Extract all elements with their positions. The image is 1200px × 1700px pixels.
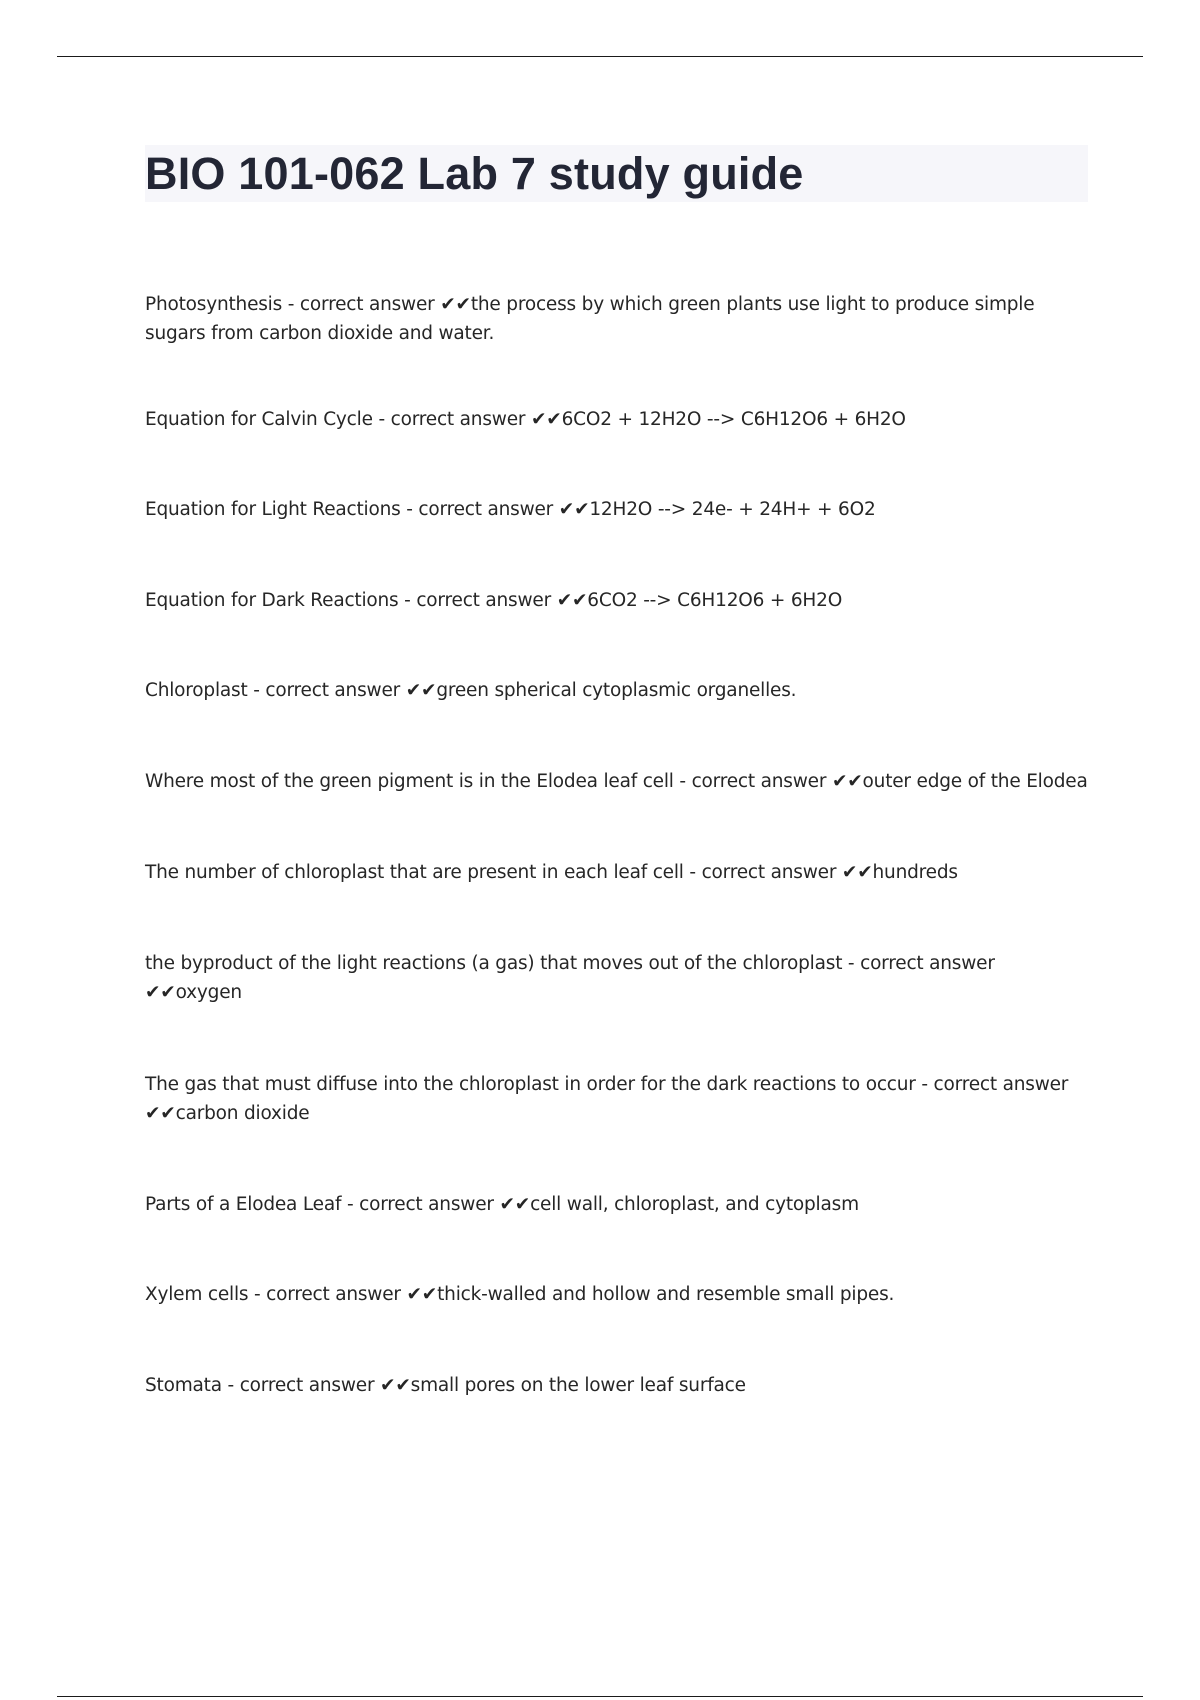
- qa-item-stomata: [145, 1371, 1095, 1400]
- qa-item-text: Equation for Calvin Cycle - correct answer ✔✔6CO2 + 12H2O --> C6H12O6 + 6H2O: [145, 409, 906, 430]
- qa-item-text: the byproduct of the light reactions (a gas) that moves out of the chloroplast - correct answer ✔✔oxygen: [145, 953, 1001, 1003]
- qa-item-photosynthesis: [145, 290, 1095, 348]
- qa-item-xylem: [145, 1280, 1095, 1309]
- qa-item-text: Photosynthesis - correct answer ✔✔the process by which green plants use light to produce simple sugars from carbon dioxide and water.: [145, 294, 1041, 344]
- qa-item-text: Xylem cells - correct answer ✔✔thick-walled and hollow and resemble small pipes.: [145, 1284, 895, 1305]
- qa-item-text: Chloroplast - correct answer ✔✔green spherical cytoplasmic organelles.: [145, 680, 797, 701]
- qa-item-chloroplast: [145, 676, 1095, 705]
- qa-item-calvin-cycle: [145, 405, 1095, 434]
- qa-item-text: Where most of the green pigment is in the Elodea leaf cell - correct answer ✔✔outer edge of the Elodea: [145, 771, 1088, 792]
- qa-item-text: The gas that must diffuse into the chloroplast in order for the dark reactions to occur - correct answer ✔✔carbon dioxide: [145, 1074, 1074, 1124]
- qa-item-text: The number of chloroplast that are present in each leaf cell - correct answer ✔✔hundreds: [145, 862, 958, 883]
- qa-item-chloroplast-count: [145, 858, 1095, 887]
- document-title: BIO 101-062 Lab 7 study guide: [145, 148, 804, 199]
- qa-item-light-byproduct: [145, 949, 1095, 1007]
- qa-item-dark-gas: [145, 1070, 1095, 1128]
- qa-item-green-pigment: [145, 767, 1095, 796]
- qa-item-elodea-parts: [145, 1190, 1095, 1219]
- qa-item-text: Equation for Light Reactions - correct answer ✔✔12H2O --> 24e- + 24H+ + 6O2: [145, 499, 876, 520]
- qa-item-text: Parts of a Elodea Leaf - correct answer ✔✔cell wall, chloroplast, and cytoplasm: [145, 1194, 859, 1215]
- header-rule: [57, 56, 1143, 57]
- qa-item-dark-reactions: [145, 586, 1095, 615]
- footer-rule: [57, 1696, 1143, 1697]
- qa-item-light-reactions: [145, 495, 1095, 524]
- qa-item-text: Equation for Dark Reactions - correct answer ✔✔6CO2 --> C6H12O6 + 6H2O: [145, 590, 843, 611]
- qa-item-text: Stomata - correct answer ✔✔small pores on the lower leaf surface: [145, 1375, 746, 1396]
